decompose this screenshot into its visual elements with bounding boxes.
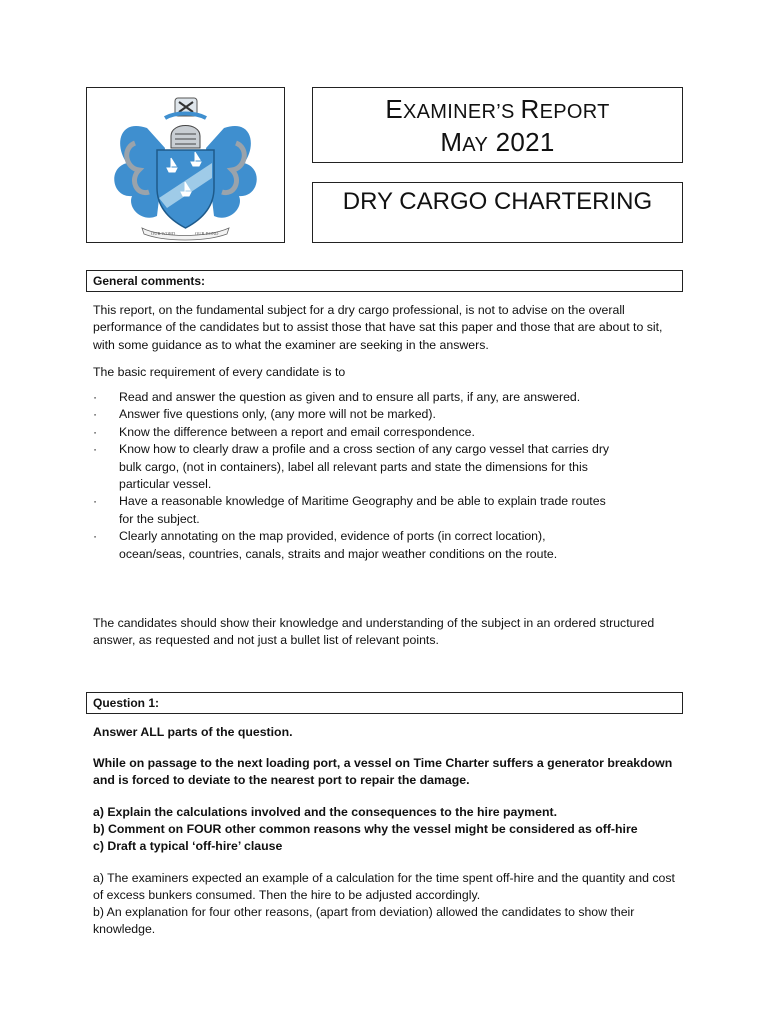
report-title-box — [312, 87, 683, 163]
question-1-answer-b: b) An explanation for four other reasons, (apart from deviation) allowed the candidates to show their knowledge. — [93, 905, 635, 937]
report-date: MAY 2021 — [440, 127, 555, 157]
general-comments-heading: General comments: — [86, 270, 683, 292]
logo-box — [86, 87, 285, 243]
requirement-lead: The basic requirement of every candidate is to — [93, 365, 346, 379]
subject-box — [312, 182, 683, 243]
institute-crest-logo — [87, 88, 284, 242]
general-intro-paragraph: This report, on the fundamental subject for a dry cargo professional, is not to advise on the overall performance of the candidates but to assist those that have sat this paper and those that are about to sit, with some guidance as to what the examiner are seeking in the answers. — [93, 303, 663, 352]
list-item: · Read and answer the question as given and to ensure all parts, if any, are answered. — [93, 389, 613, 406]
question-1-part-a: a) Explain the calculations involved and the consequences to the hire payment. — [93, 805, 557, 819]
list-item: · Have a reasonable knowledge of Maritime Geography and be able to explain trade routes for the subject. — [93, 493, 613, 528]
question-1-scenario: While on passage to the next loading port, a vessel on Time Charter suffers a generator breakdown and is forced to deviate to the nearest port to repair the damage. — [93, 756, 673, 788]
list-item: · Answer five questions only, (any more will not be marked). — [93, 406, 613, 423]
requirement-list — [93, 389, 613, 563]
list-item: · Clearly annotating on the map provided, evidence of ports (in correct location), ocean/seas, countries, canals, straits and major weather conditions on the route. — [93, 528, 613, 563]
list-item: · Know the difference between a report and email correspondence. — [93, 424, 613, 441]
list-item: · Know how to clearly draw a profile and a cross section of any cargo vessel that carries dry bulk cargo, (not in containers), label all relevant parts and state the dimensions for this particular vessel. — [93, 441, 613, 493]
question-1-part-b: b) Comment on FOUR other common reasons why the vessel might be considered as off-hire — [93, 822, 638, 836]
question-1-part-c: c) Draft a typical ‘off-hire’ clause — [93, 839, 283, 853]
general-closing-paragraph: The candidates should show their knowledge and understanding of the subject in an ordered structured answer, as requested and not just a bullet list of relevant points. — [93, 616, 655, 648]
question-1-heading: Question 1: — [86, 692, 683, 714]
motto-right: OUR BOND — [195, 231, 219, 236]
subject-title: DRY CARGO CHARTERING — [342, 188, 653, 215]
motto-left: OUR WORD — [151, 231, 176, 236]
question-1-instruction: Answer ALL parts of the question. — [93, 725, 293, 739]
report-title: EXAMINER’S REPORT — [385, 94, 610, 124]
question-1-answer-a: a) The examiners expected an example of a calculation for the time spent off-hire and the quantity and cost of excess bunkers consumed. Then the hire to be adjusted accordingly. — [93, 871, 675, 903]
